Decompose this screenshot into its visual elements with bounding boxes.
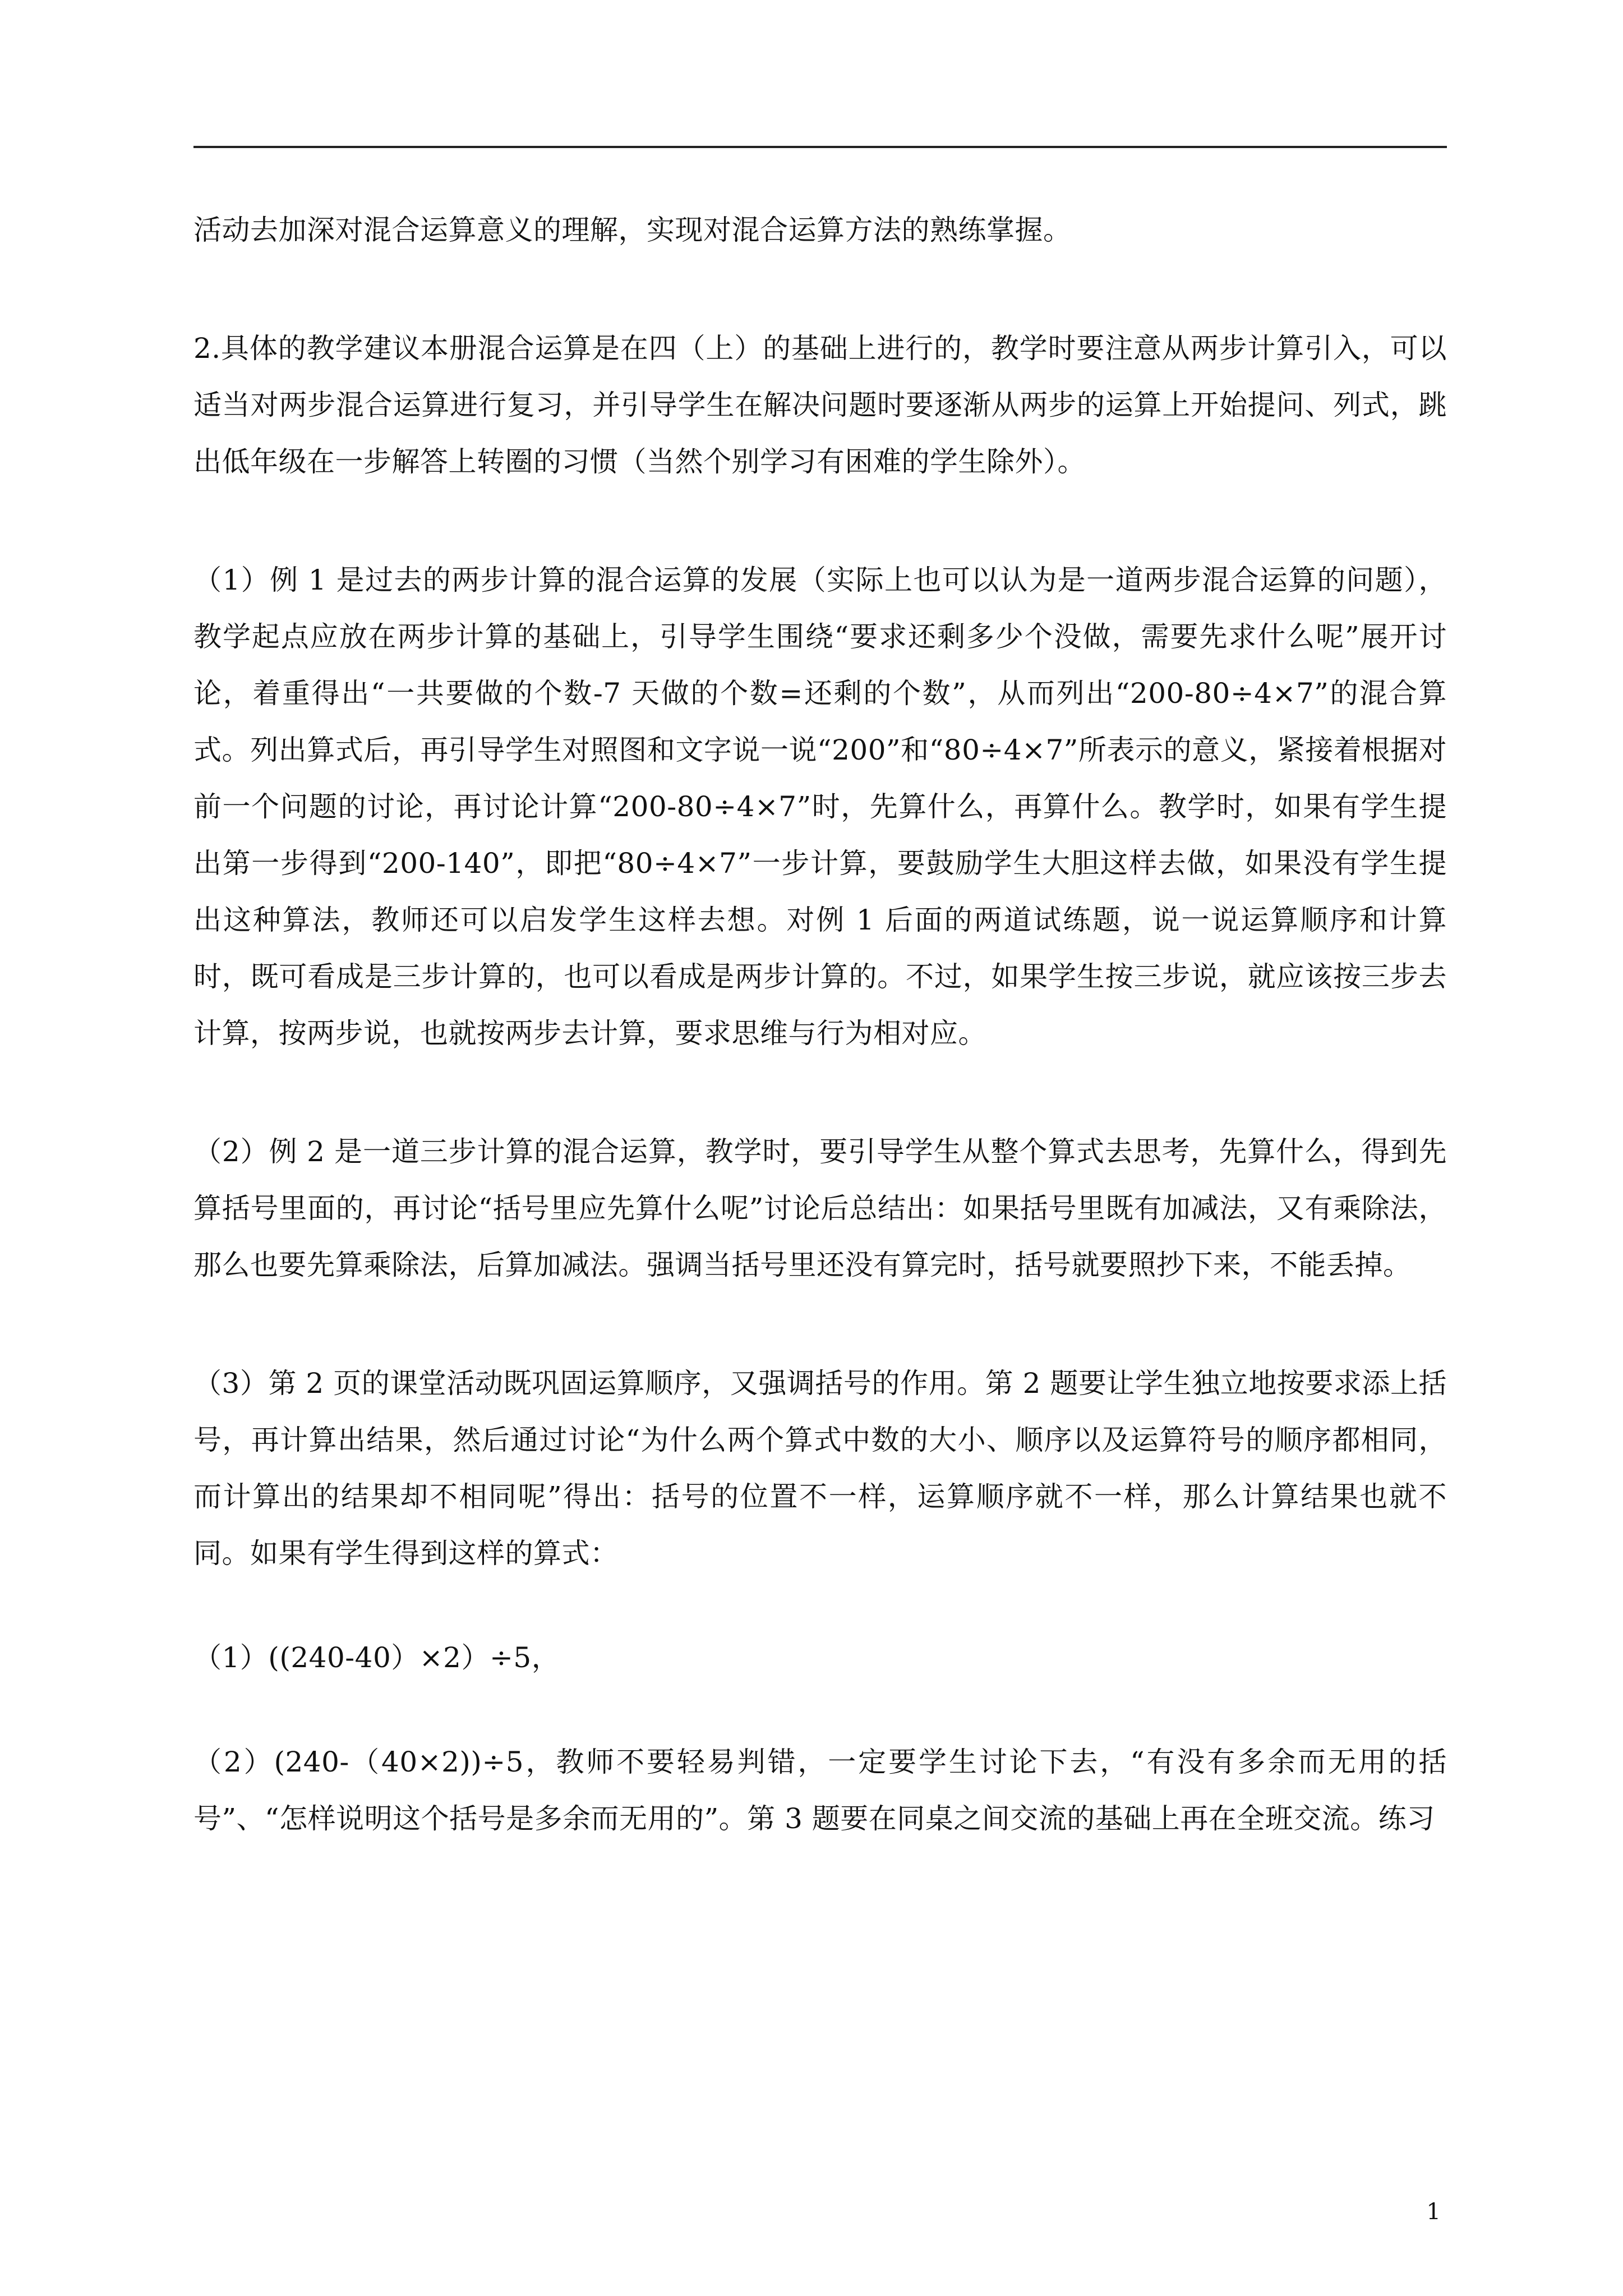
paragraph: （3）第 2 页的课堂活动既巩固运算顺序，又强调括号的作用。第 2 题要让学生独立地按要求添上括号，再计算出结果，然后通过讨论“为什么两个算式中数的大小、顺序以及运算符号的顺序都相同，而计算出的结果却不相同呢”得出：括号的位置不一样，运算顺序就不一样，那么计算结果也就不同。如果有学生得到这样的算式： [193,1367,1447,1570]
paragraph: 2.具体的教学建议本册混合运算是在四（上）的基础上进行的，教学时要注意从两步计算引入，可以适当对两步混合运算进行复习，并引导学生在解决问题时要逐渐从两步的运算上开始提问、列式，跳出低年级在一步解答上转圈的习惯（当然个别学习有困难的学生除外）。 [193,332,1447,478]
paragraph: 活动去加深对混合运算意义的理解，实现对混合运算方法的熟练掌握。 [193,214,1072,246]
paragraph: （2）例 2 是一道三步计算的混合运算，教学时，要引导学生从整个算式去思考，先算什么，得到先算括号里面的，再讨论“括号里应先算什么呢”讨论后总结出：如果括号里既有加减法，又有乘除法，那么也要先算乘除法，后算加减法。强调当括号里还没有算完时，括号就要照抄下来，不能丢掉。 [193,1135,1447,1281]
paragraph: （1）例 1 是过去的两步计算的混合运算的发展（实际上也可以认为是一道两步混合运算的问题），教学起点应放在两步计算的基础上，引导学生围绕“要求还剩多少个没做，需要先求什么呢”展开讨论，着重得出“一共要做的个数-7 天做的个数=还剩的个数”，从而列出“200-80÷4×7”的混合算式。列出算式后，再引导学生对照图和文字说一说“200”和“80÷4×7”所表示的意义，紧接着根据对前一个问题的讨论，再讨论计算“200-80÷4×7”时，先算什么，再算什么。教学时，如果有学生提出第一步得到“200-140”，即把“80÷4×7”一步计算，要鼓励学生大胆这样去做，如果没有学生提出这种算法，教师还可以启发学生这样去想。对例 1 后面的两道试练题，说一说运算顺序和计算时，既可看成是三步计算的，也可以看成是两步计算的。不过，如果学生按三步说，就应该按三步去计算，按两步说，也就按两步去计算，要求思维与行为相对应。 [193,564,1447,1050]
paragraph: （1）((240-40）×2）÷5， [193,1641,560,1674]
page-number: 1 [1426,2199,1441,2225]
header-rule [193,146,1447,148]
document-body [193,202,1447,1847]
paragraph: （2）(240-（40×2))÷5，教师不要轻易判错，一定要学生讨论下去，“有没有多余而无用的括号”、“怎样说明这个括号是多余而无用的”。第 3 题要在同桌之间交流的基础上再在全班交流。练习 [193,1746,1447,1835]
